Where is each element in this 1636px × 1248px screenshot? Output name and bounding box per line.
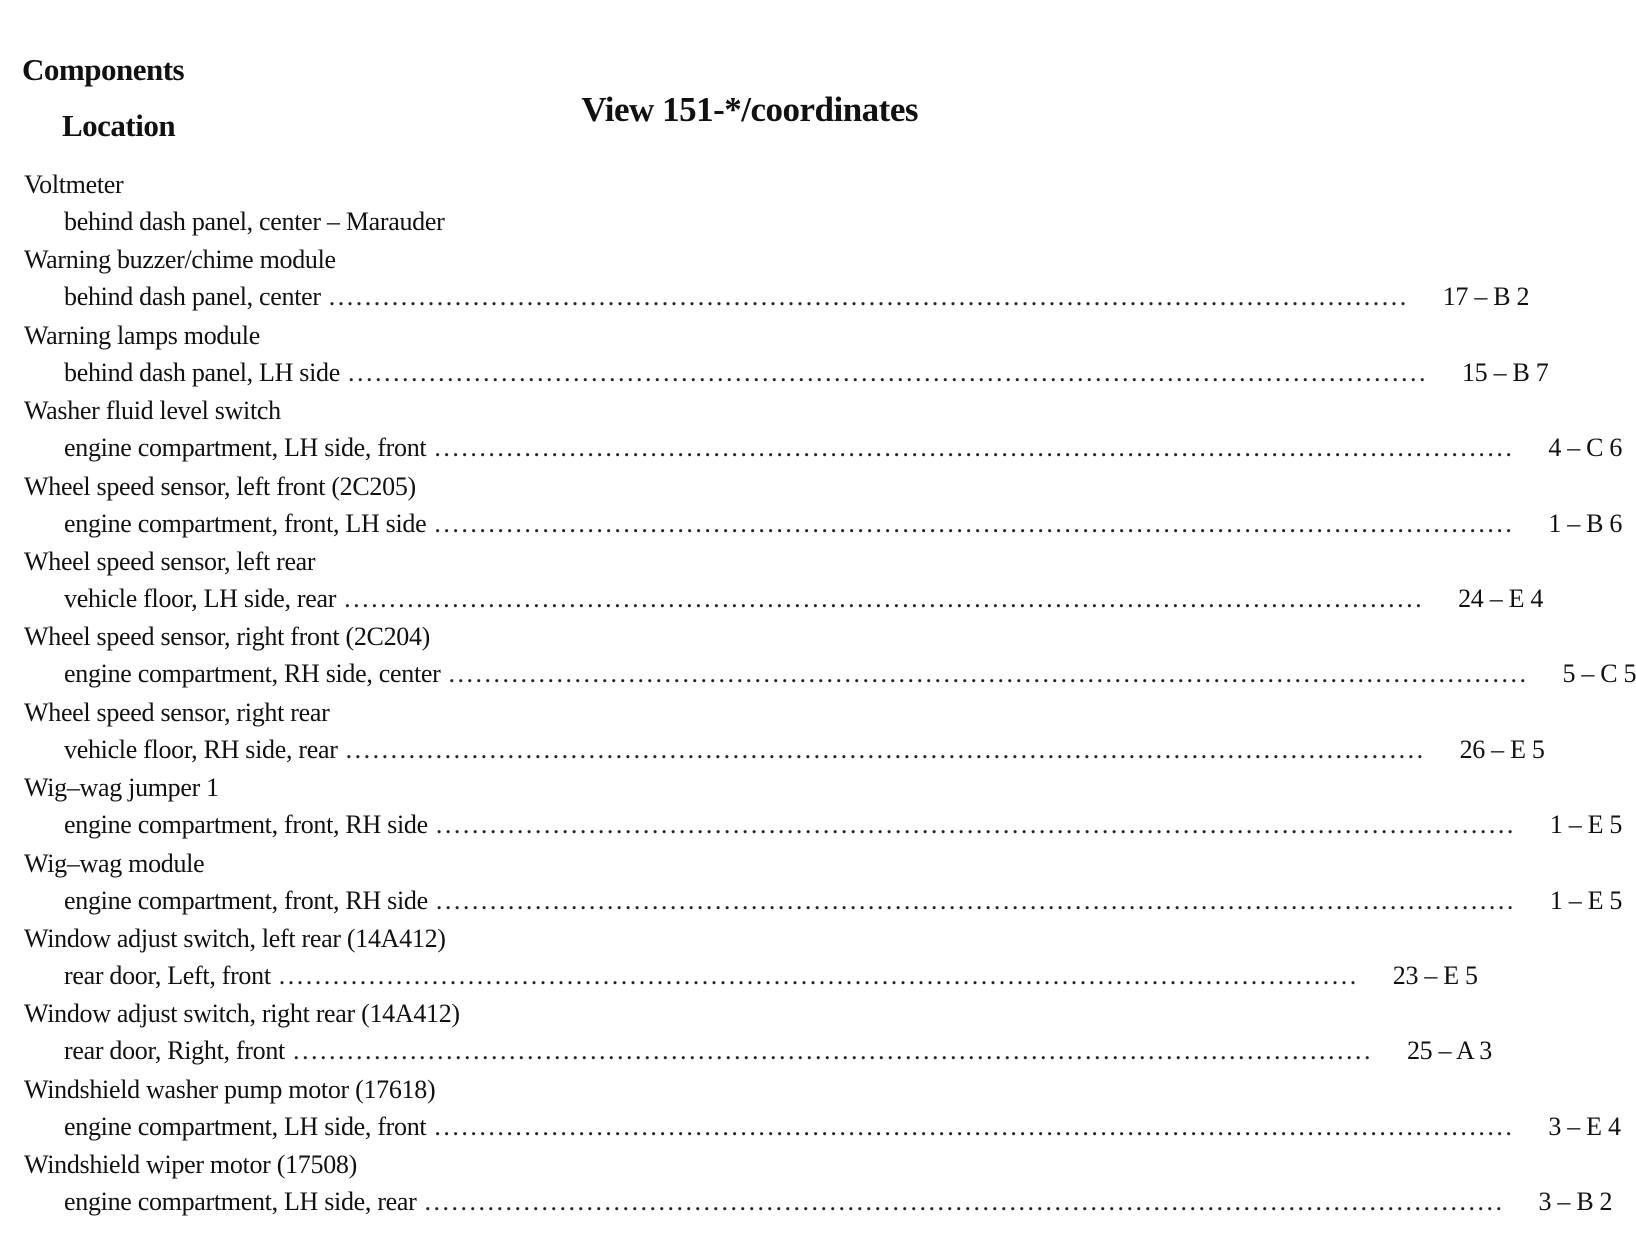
list-item [24, 394, 1623, 469]
location-row [64, 1034, 1492, 1068]
component-name: Wheel speed sensor, left front (2C205) [24, 471, 416, 501]
dot-leader: ........................................................................................................................ [435, 885, 1516, 915]
coordinate: 25 – A 3 [1406, 1036, 1492, 1066]
dot-leader: ........................................................................................................................ [278, 960, 1359, 990]
coordinate: 3 – B 2 [1538, 1187, 1613, 1217]
list-item [24, 997, 1492, 1072]
coordinate: 15 – B 7 [1461, 357, 1549, 387]
coordinate: 1 – E 5 [1549, 810, 1623, 840]
coordinate: 4 – C 6 [1548, 433, 1623, 463]
view-coordinates-heading: View 151-*/coordinates [581, 90, 918, 129]
location-text: behind dash panel, LH side [64, 357, 340, 387]
component-name: Wheel speed sensor, right front (2C204) [24, 622, 431, 652]
dot-leader: ........................................................................................................................ [448, 659, 1529, 689]
location-text: vehicle floor, LH side, rear [64, 583, 337, 613]
component-list [24, 168, 1636, 1223]
dot-leader: ........................................................................................................................ [424, 1187, 1505, 1217]
dot-leader: ........................................................................................................................ [328, 282, 1409, 312]
component-name: Warning buzzer/chime module [24, 245, 336, 275]
location-row [64, 582, 1544, 616]
list-item [24, 168, 928, 243]
location-text: engine compartment, RH side, center [64, 659, 441, 689]
component-name: Wheel speed sensor, right rear [24, 697, 330, 727]
component-name: Window adjust switch, left rear (14A412) [24, 923, 446, 953]
location-row [64, 884, 1623, 918]
location-row [64, 507, 1623, 541]
dot-leader: ........................................................................................................................ [347, 357, 1428, 387]
coordinate: 3 – E 4 [1548, 1111, 1621, 1141]
location-heading: Location [62, 108, 176, 143]
location-row [64, 808, 1623, 842]
dot-leader: ........................................................................................................................ [434, 508, 1515, 538]
list-item [24, 319, 1549, 394]
list-item [24, 696, 1545, 771]
coordinate: 1 – B 6 [1548, 508, 1623, 538]
list-item [24, 545, 1544, 620]
location-row [64, 431, 1623, 465]
coordinate: 5 – C 5 [1562, 659, 1636, 689]
location-row [64, 1185, 1613, 1219]
location-text: rear door, Right, front [64, 1036, 285, 1066]
location-row [64, 356, 1549, 390]
dot-leader: ........................................................................................................................ [434, 1111, 1515, 1141]
dot-leader: ........................................................................................................................ [292, 1036, 1373, 1066]
list-item [24, 243, 1530, 318]
component-name: Window adjust switch, right rear (14A412) [24, 999, 460, 1029]
list-item [24, 771, 1623, 846]
component-name: Wig–wag jumper 1 [24, 773, 219, 803]
location-text: vehicle floor, RH side, rear [64, 734, 338, 764]
location-row [64, 205, 928, 239]
component-name: Washer fluid level switch [24, 396, 281, 426]
component-name: Windshield washer pump motor (17618) [24, 1074, 436, 1104]
location-row [64, 280, 1530, 314]
coordinate: 1 – E 5 [1549, 885, 1623, 915]
list-item [24, 620, 1636, 695]
list-item [24, 470, 1623, 545]
component-name: Wheel speed sensor, left rear [24, 546, 316, 576]
components-heading: Components [22, 52, 185, 87]
coordinate: 17 – B 2 [1442, 282, 1530, 312]
location-row [64, 733, 1545, 767]
dot-leader: ........................................................................................................................ [345, 734, 1426, 764]
coordinate: 23 – E 5 [1392, 960, 1478, 990]
list-item [24, 922, 1478, 997]
component-name: Wig–wag module [24, 848, 205, 878]
location-text: behind dash panel, center [64, 282, 321, 312]
coordinate: 26 – E 5 [1459, 734, 1545, 764]
list-item [24, 847, 1623, 922]
location-text: engine compartment, LH side, front [64, 433, 427, 463]
dot-leader: ........................................................................................................................ [435, 810, 1516, 840]
dot-leader: ........................................................................................................................ [344, 583, 1425, 613]
location-row [64, 657, 1636, 691]
location-text: engine compartment, LH side, rear [64, 1187, 417, 1217]
coordinate: 24 – E 4 [1458, 583, 1544, 613]
location-text: rear door, Left, front [64, 960, 271, 990]
list-item [24, 1148, 1613, 1223]
location-text: behind dash panel, center – Marauder [64, 207, 445, 236]
list-item [24, 1073, 1621, 1148]
location-text: engine compartment, front, LH side [64, 508, 427, 538]
location-row [64, 959, 1478, 993]
location-text: engine compartment, LH side, front [64, 1111, 427, 1141]
location-text: engine compartment, front, RH side [64, 885, 428, 915]
component-name: Voltmeter [24, 170, 124, 199]
component-name: Warning lamps module [24, 320, 260, 350]
location-row [64, 1110, 1621, 1144]
component-name: Windshield wiper motor (17508) [24, 1150, 357, 1180]
dot-leader: ........................................................................................................................ [434, 433, 1515, 463]
location-text: engine compartment, front, RH side [64, 810, 428, 840]
